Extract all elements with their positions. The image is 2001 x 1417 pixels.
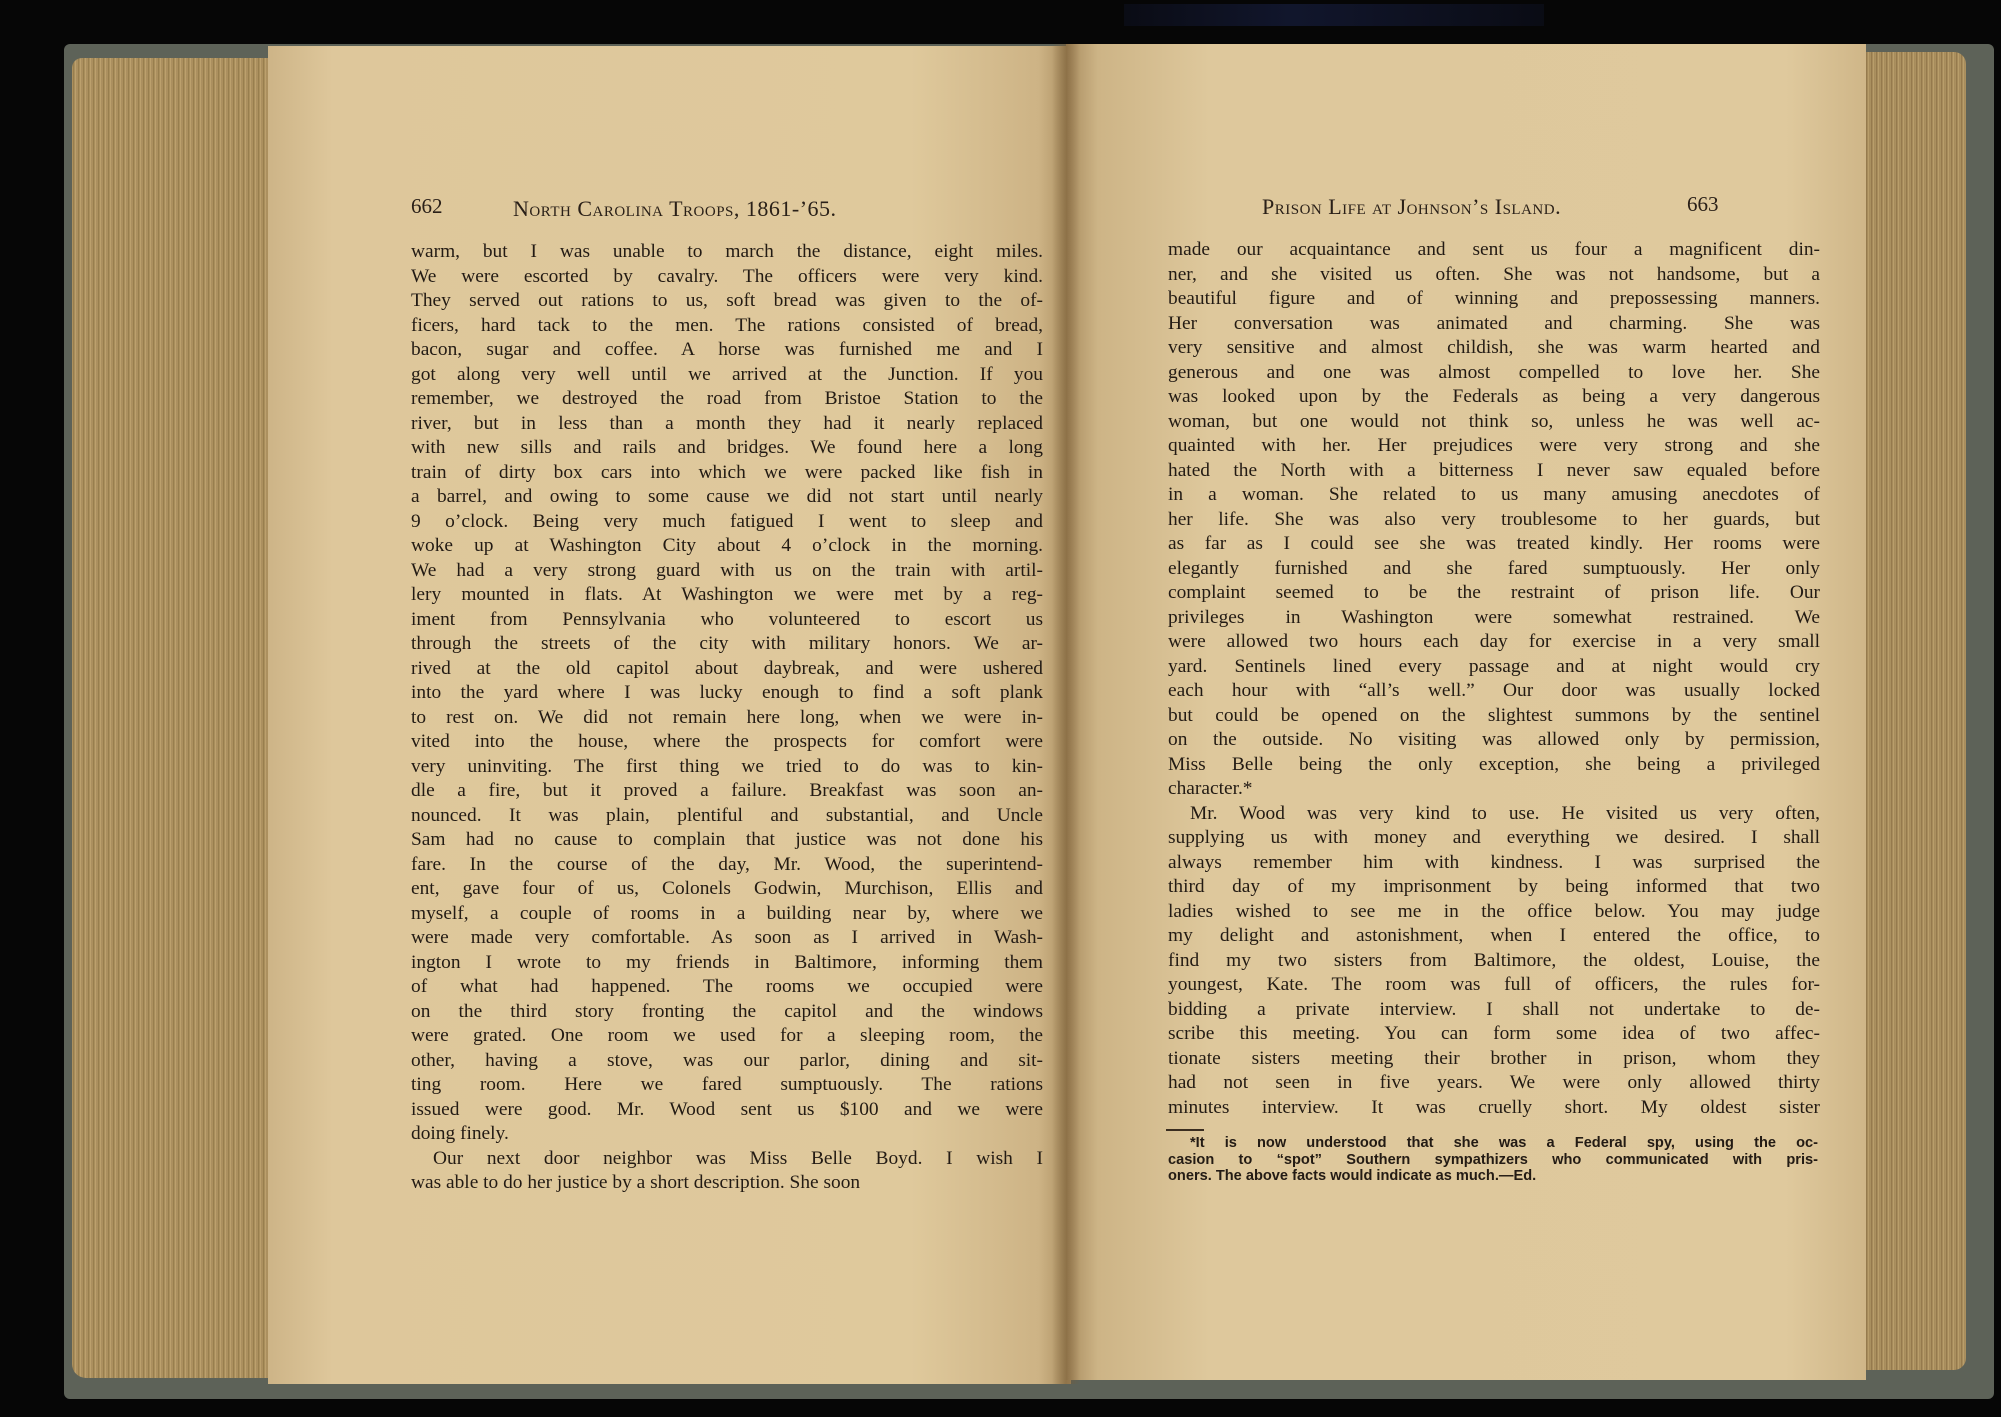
running-head-left: North Carolina Troops, 1861-’65. xyxy=(513,196,837,221)
text-line: find my two sisters from Baltimore, the oldest, Louise, the xyxy=(1168,949,1820,971)
text-line: made our acquaintance and sent us four a magnificent din- xyxy=(1168,239,1820,260)
text-line: ner, and she visited us often. She was not handsome, but a xyxy=(1168,263,1820,285)
footnote xyxy=(1168,1135,1818,1185)
text-line: got along very well until we arrived at the Junction. If you xyxy=(411,363,1043,385)
text-line: but could be opened on the slightest summons by the sentinel xyxy=(1168,704,1820,726)
text-line: complaint seemed to be the restraint of prison life. Our xyxy=(1168,582,1820,603)
text-line: issued were good. Mr. Wood sent us $100 and we were xyxy=(411,1098,1043,1120)
text-line: Mr. Wood was very kind to use. He visited us very often, xyxy=(1190,802,1820,824)
text-line: iment from Pennsylvania who volunteered to escort us xyxy=(411,608,1043,630)
text-line: were grated. One room we used for a sleeping room, the xyxy=(411,1025,1043,1046)
text-line: myself, a couple of rooms in a building near by, where we xyxy=(411,902,1043,924)
text-line: dle a fire, but it proved a failure. Breakfast was soon an- xyxy=(411,780,1043,801)
text-line: very sensitive and almost childish, she was warm hearted and xyxy=(1168,337,1820,358)
text-line: fare. In the course of the day, Mr. Wood, the superintend- xyxy=(411,853,1043,875)
text-line: third day of my imprisonment by being informed that two xyxy=(1168,876,1820,897)
text-line: to rest on. We did not remain here long, when we were in- xyxy=(411,706,1043,728)
text-line: yard. Sentinels lined every passage and at night would cry xyxy=(1168,655,1820,677)
text-line: lery mounted in flats. At Washington we were met by a reg- xyxy=(411,584,1043,605)
text-line: minutes interview. It was cruelly short. My oldest sister xyxy=(1168,1096,1820,1118)
text-line: vited into the house, where the prospects for comfort were xyxy=(411,731,1043,752)
right-page-body xyxy=(1168,238,1820,1120)
text-line: ladies wished to see me in the office below. You may judge xyxy=(1168,900,1820,922)
text-line: on the third story fronting the capitol and the windows xyxy=(411,1000,1043,1022)
text-line: rived at the old capitol about daybreak, and were ushered xyxy=(411,657,1043,679)
text-line: *It is now understood that she was a Federal spy, using the oc- xyxy=(1190,1135,1818,1151)
left-page xyxy=(268,46,1071,1384)
text-line: bacon, sugar and coffee. A horse was furnished me and I xyxy=(411,339,1043,360)
left-page-body xyxy=(411,240,1043,1196)
text-line: warm, but I was unable to march the distance, eight miles. xyxy=(411,241,1043,262)
text-line: had not seen in five years. We were only allowed thirty xyxy=(1168,1072,1820,1093)
text-line: ent, gave four of us, Colonels Godwin, Murchison, Ellis and xyxy=(411,878,1043,899)
text-line: ficers, hard tack to the men. The rations consisted of bread, xyxy=(411,314,1043,336)
text-line: casion to “spot” Southern sympathizers who communicated with pris- xyxy=(1168,1151,1818,1168)
text-line: generous and one was almost compelled to love her. She xyxy=(1168,361,1820,383)
text-line: privileges in Washington were somewhat restrained. We xyxy=(1168,606,1820,628)
text-line: woke up at Washington City about 4 o’clock in the morning. xyxy=(411,535,1043,556)
text-line: hated the North with a bitterness I never saw equaled before xyxy=(1168,459,1820,481)
page-number-left: 662 xyxy=(411,194,443,218)
text-line: river, but in less than a month they had it nearly replaced xyxy=(411,412,1043,434)
text-line: ington I wrote to my friends in Baltimore, informing them xyxy=(411,951,1043,973)
right-page-edges xyxy=(1860,52,1966,1370)
text-line: bidding a private interview. I shall not undertake to de- xyxy=(1168,998,1820,1020)
text-line: Miss Belle being the only exception, she being a privileged xyxy=(1168,753,1820,775)
text-line: Sam had no cause to complain that justice was not done his xyxy=(411,829,1043,850)
text-line: were allowed two hours each day for exercise in a very small xyxy=(1168,631,1820,652)
text-line: remember, we destroyed the road from Bristoe Station to the xyxy=(411,388,1043,409)
footnote-rule xyxy=(1166,1129,1204,1131)
text-line: in a woman. She related to us many amusing anecdotes of xyxy=(1168,484,1820,505)
text-line: on the outside. No visiting was allowed only by permission, xyxy=(1168,729,1820,750)
text-line: Her conversation was animated and charming. She was xyxy=(1168,312,1820,334)
running-head-right: Prison Life at Johnson’s Island. xyxy=(1262,194,1562,219)
text-line: ting room. Here we fared sumptuously. The rations xyxy=(411,1074,1043,1095)
text-line: each hour with “all’s well.” Our door was usually locked xyxy=(1168,680,1820,701)
text-line: nounced. It was plain, plentiful and substantial, and Uncle xyxy=(411,804,1043,826)
text-line: We were escorted by cavalry. The officers were very kind. xyxy=(411,265,1043,287)
text-line: 9 o’clock. Being very much fatigued I went to sleep and xyxy=(411,510,1043,532)
text-line: was able to do her justice by a short description. She soon xyxy=(411,1172,861,1193)
text-line: elegantly furnished and she fared sumptuously. Her only xyxy=(1168,557,1820,579)
text-line: character.* xyxy=(1168,778,1253,799)
text-line: oners. The above facts would indicate as much.—Ed. xyxy=(1168,1168,1537,1184)
text-line: tionate sisters meeting their brother in prison, whom they xyxy=(1168,1047,1820,1069)
text-line: a barrel, and owing to some cause we did not start until nearly xyxy=(411,486,1043,507)
text-line: of what had happened. The rooms we occupied were xyxy=(411,976,1043,997)
text-line: youngest, Kate. The room was full of officers, the rules for- xyxy=(1168,974,1820,995)
text-line: into the yard where I was lucky enough to find a soft plank xyxy=(411,682,1043,703)
library-stamp xyxy=(1124,4,1544,26)
text-line: my delight and astonishment, when I entered the office, to xyxy=(1168,925,1820,946)
text-line: doing finely. xyxy=(411,1123,509,1144)
page-number-right: 663 xyxy=(1687,192,1719,216)
text-line: were made very comfortable. As soon as I arrived in Wash- xyxy=(411,927,1043,948)
text-line: We had a very strong guard with us on the train with artil- xyxy=(411,559,1043,581)
text-line: with new sills and rails and bridges. We found here a long xyxy=(411,437,1043,458)
text-line: quainted with her. Her prejudices were very strong and she xyxy=(1168,435,1820,456)
text-line: always remember him with kindness. I was surprised the xyxy=(1168,851,1820,873)
text-line: train of dirty box cars into which we were packed like fish in xyxy=(411,461,1043,483)
text-line: her life. She was also very troublesome to her guards, but xyxy=(1168,508,1820,530)
right-page xyxy=(1066,44,1866,1380)
text-line: Our next door neighbor was Miss Belle Boyd. I wish I xyxy=(433,1147,1043,1169)
text-line: other, having a stove, was our parlor, dining and sit- xyxy=(411,1049,1043,1071)
text-line: through the streets of the city with military honors. We ar- xyxy=(411,633,1043,654)
left-page-edges xyxy=(72,58,284,1378)
book-gutter xyxy=(1052,44,1080,1384)
text-line: as far as I could see she was treated kindly. Her rooms were xyxy=(1168,533,1820,554)
text-line: was looked upon by the Federals as being a very dangerous xyxy=(1168,386,1820,407)
text-line: supplying us with money and everything we desired. I shall xyxy=(1168,827,1820,848)
text-line: woman, but one would not think so, unless he was well ac- xyxy=(1168,410,1820,432)
text-line: beautiful figure and of winning and prepossessing manners. xyxy=(1168,288,1820,309)
text-line: very uninviting. The first thing we tried to do was to kin- xyxy=(411,755,1043,777)
text-line: scribe this meeting. You can form some idea of two affec- xyxy=(1168,1023,1820,1044)
text-line: They served out rations to us, soft bread was given to the of- xyxy=(411,290,1043,311)
